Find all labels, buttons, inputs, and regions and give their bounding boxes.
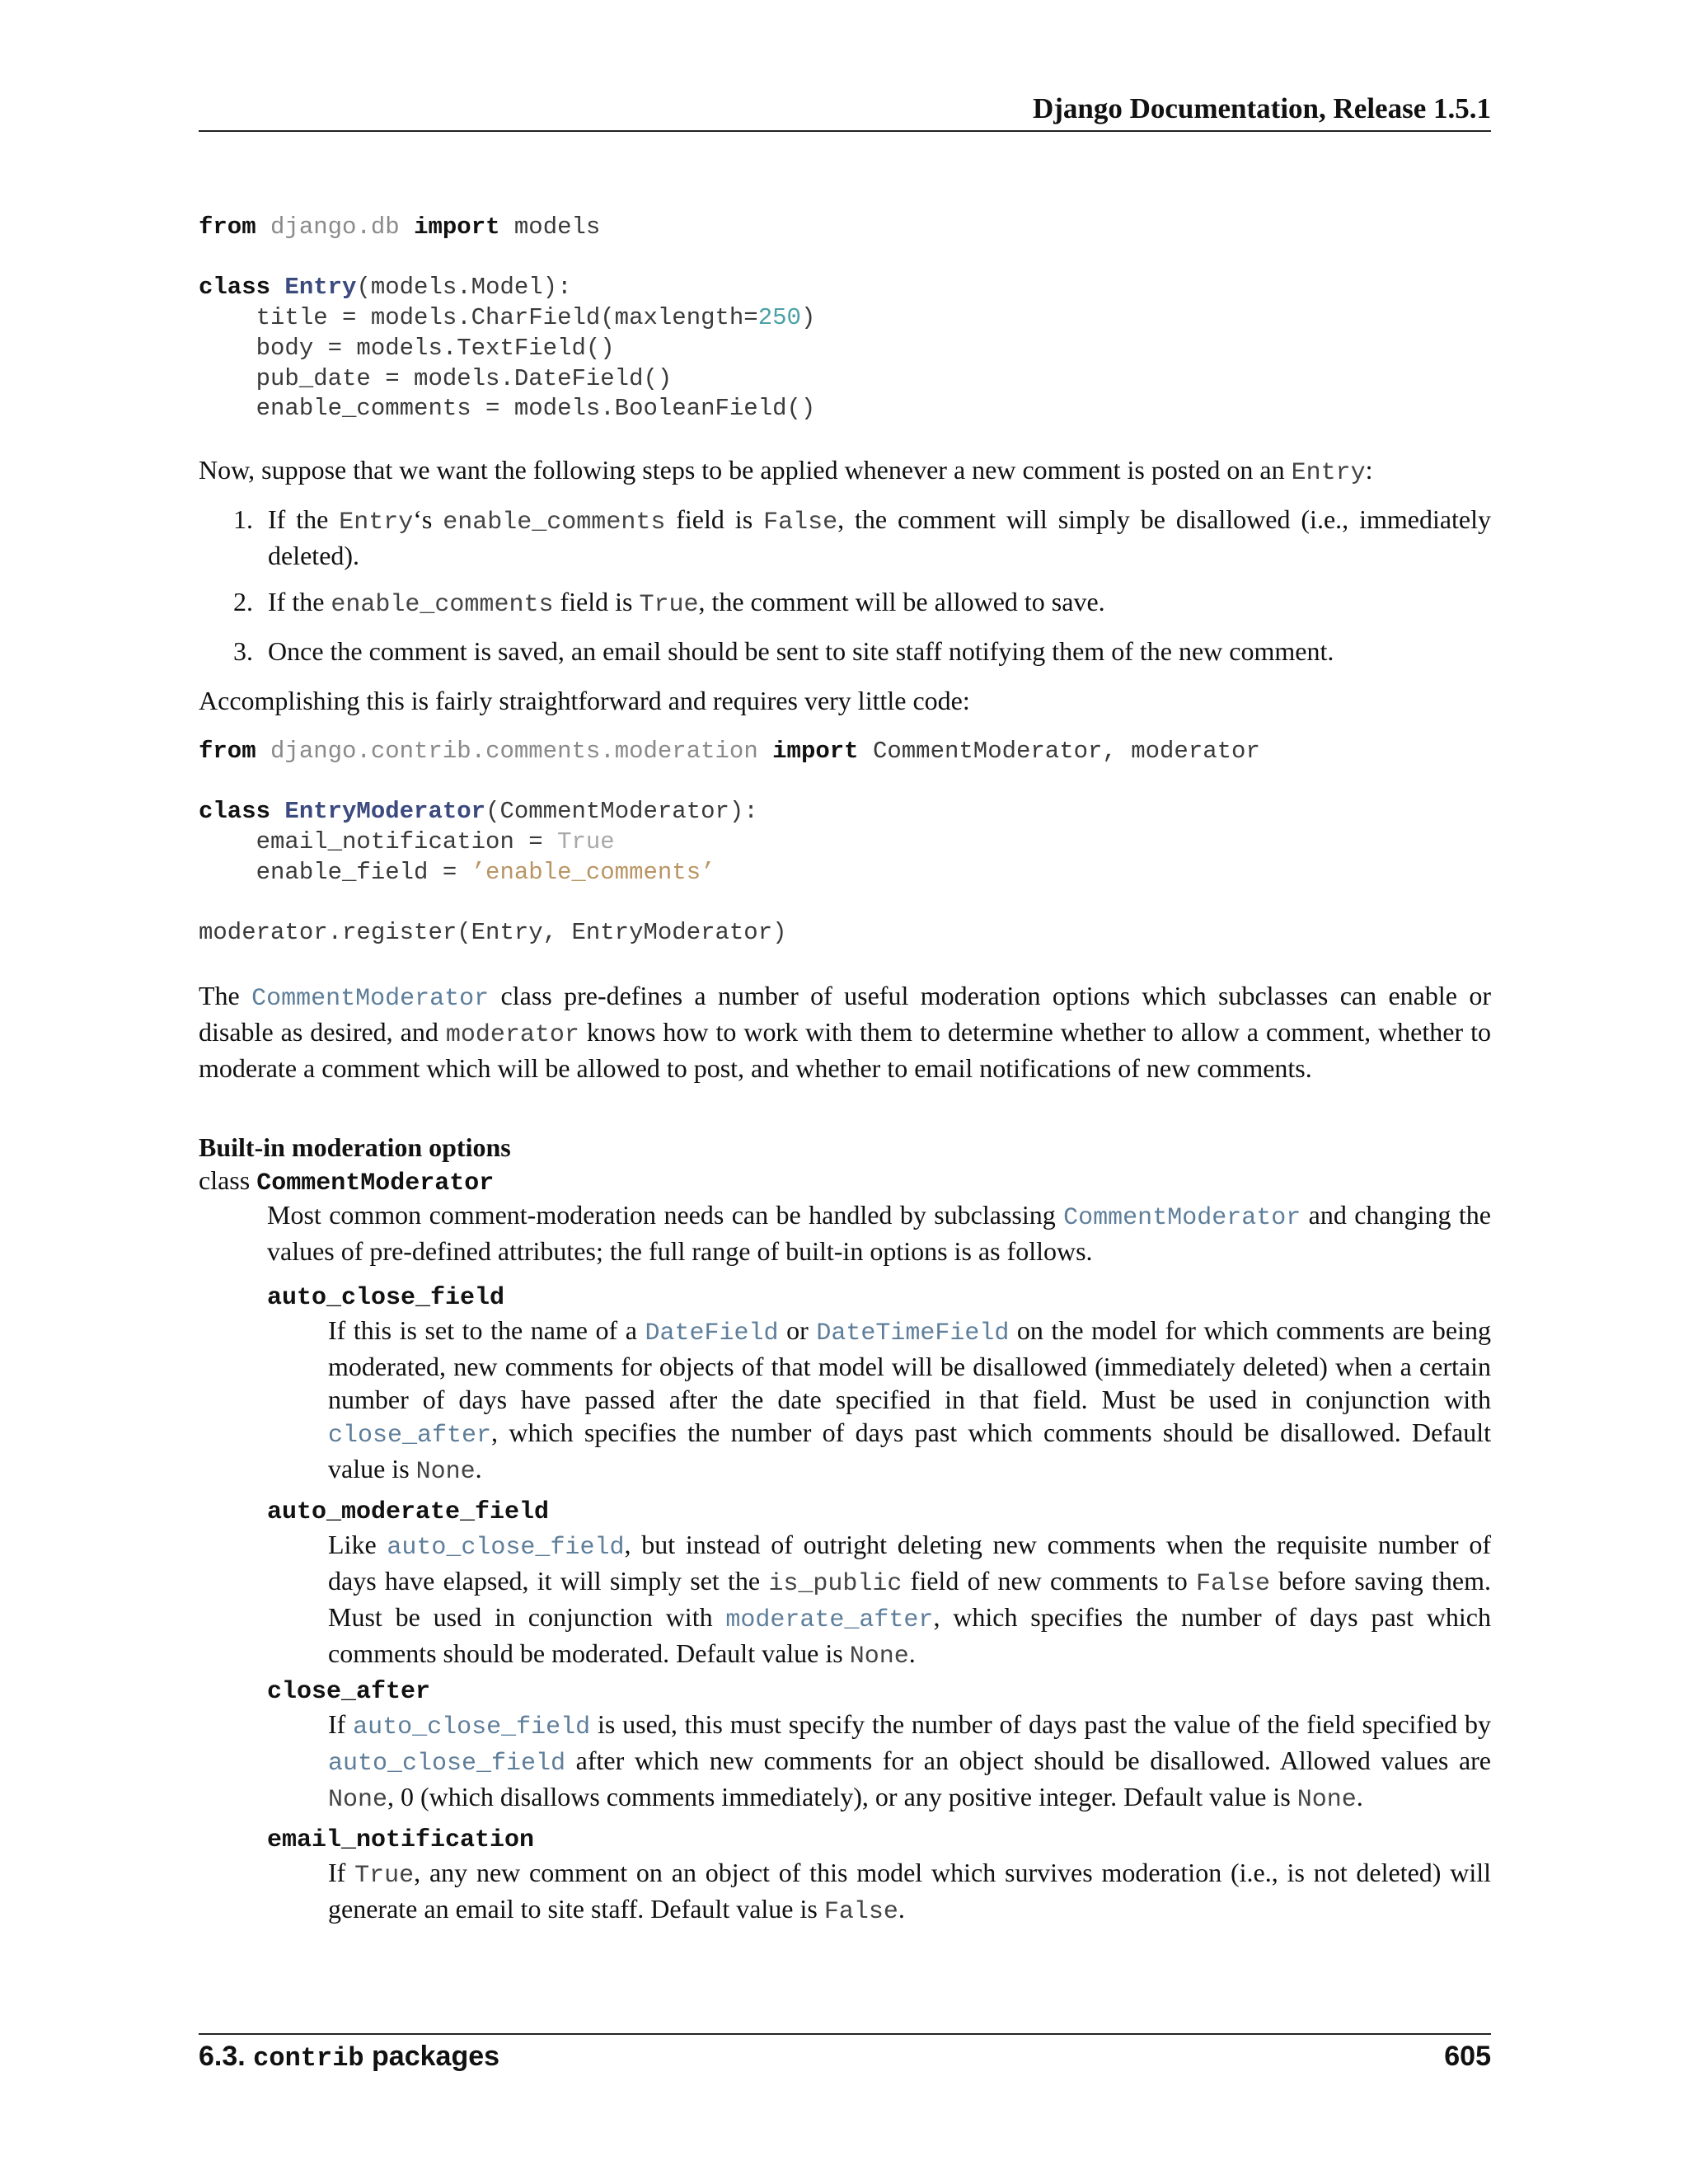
code-module-name: django.contrib.comments.moderation [270, 738, 758, 765]
attr-name: email_notification [267, 1826, 535, 1854]
code-keyword: import [414, 213, 500, 241]
text: The [199, 981, 252, 1010]
inline-link[interactable]: auto_close_field [387, 1534, 625, 1562]
section-number: 6.3. [199, 2041, 254, 2072]
inline-code: False [823, 1898, 898, 1926]
attr-description [328, 1856, 1491, 1929]
inline-link[interactable]: close_after [328, 1422, 492, 1450]
inline-code: contrib [253, 2043, 364, 2074]
code-block-entry-model [199, 213, 815, 424]
text: : [1365, 455, 1373, 485]
inline-link[interactable]: moderate_after [725, 1606, 934, 1634]
list-number: 3. [233, 636, 253, 666]
text: , the comment will be allowed to save. [698, 587, 1105, 616]
code-text: enable_comments = models.BooleanField() [199, 395, 816, 423]
text: , but instead of outright deleting new comments when the requisite number of days have elapsed, it will simply set the [328, 1530, 1492, 1596]
code-class-name: EntryModerator [284, 798, 486, 826]
page-header-title: Django Documentation, Release 1.5.1 [1032, 92, 1491, 124]
attr-name: auto_moderate_field [267, 1498, 550, 1526]
inline-code: enable_comments [331, 591, 554, 619]
text: , any new comment on an object of this model which survives moderation (i.e., is not deleted) will generate an email to site staff. Default value is [328, 1858, 1492, 1924]
inline-link[interactable]: auto_close_field [353, 1713, 591, 1741]
code-keyword: from [199, 213, 256, 241]
code-text: pub_date = models.DateField() [199, 364, 673, 392]
text: If this is set to the name of a [328, 1315, 645, 1345]
text: field is [553, 587, 640, 616]
page-number: 605 [1444, 2041, 1491, 2072]
text: . [475, 1454, 482, 1483]
attr-description [328, 1708, 1491, 1816]
inline-code: is_public [768, 1570, 903, 1598]
code-text: email_notification = [199, 828, 558, 856]
text: on the model for which comments are being moderated, new comments for objects of that model will be disallowed (immediately deleted) when a certain number of days have passed after the date specified in that field. Must be used in conjunction with [328, 1315, 1492, 1414]
section-heading: Built-in moderation options [199, 1132, 511, 1162]
inline-code: enable_comments [443, 509, 666, 537]
text: ‘s [413, 504, 443, 534]
text: after which new comments for an object should be disallowed. Allowed values are [565, 1746, 1491, 1775]
list-item [233, 585, 1491, 621]
inline-code: None [415, 1458, 476, 1486]
footer-rule [199, 2033, 1491, 2035]
inline-code: False [763, 509, 838, 537]
intro-paragraph [199, 453, 1491, 490]
text: Like [328, 1530, 387, 1559]
inline-link[interactable]: DateField [645, 1319, 779, 1347]
code-text: body = models.TextField() [199, 334, 615, 362]
text: If [328, 1709, 354, 1739]
text: Most common comment-moderation needs can be handled by subclassing [267, 1200, 1064, 1230]
text: before saving them. Must be used in conjunction with [328, 1566, 1492, 1632]
text: field is [665, 504, 764, 534]
list-item [233, 635, 1491, 668]
code-keyword: class [199, 798, 271, 826]
code-text: title = models.CharField(maxlength= [199, 304, 758, 332]
text: , which specifies the number of days past which comments should be moderated. Default value is [328, 1602, 1491, 1668]
text: Now, suppose that we want the following steps to be applied whenever a new comment is posted on an [199, 455, 1292, 485]
attr-name: auto_close_field [267, 1284, 505, 1312]
header-rule [199, 130, 1491, 132]
text: packages [363, 2041, 500, 2072]
text: field of new comments to [902, 1566, 1196, 1596]
inline-code: Entry [339, 509, 414, 537]
text: . [898, 1894, 905, 1924]
list-number: 2. [233, 587, 253, 616]
list-number: 1. [233, 504, 253, 534]
text: Once the comment is saved, an email should be sent to site staff notifying them of the new comment. [268, 636, 1334, 666]
inline-code: True [354, 1862, 415, 1890]
code-number: 250 [757, 304, 801, 332]
code-keyword: class [199, 274, 271, 302]
list-item [233, 503, 1491, 572]
text: , which specifies the number of days past which comments should be disallowed. Default value is [328, 1418, 1491, 1483]
text: . [908, 1638, 916, 1668]
code-text: (models.Model): [356, 274, 572, 302]
class-description [267, 1198, 1491, 1268]
code-constant: True [557, 828, 615, 856]
text: and changing the values of pre-defined attributes; the full range of built-in options is as follows. [267, 1200, 1492, 1266]
attr-name: close_after [267, 1678, 431, 1706]
code-text: ) [800, 304, 816, 332]
code-text: moderator.register(Entry, EntryModerator) [199, 919, 787, 947]
attr-description [328, 1314, 1491, 1488]
inline-code: None [328, 1786, 388, 1814]
text: If the [268, 504, 340, 534]
code-text: models [499, 213, 601, 241]
code-keyword: import [772, 738, 859, 765]
code-text: (CommentModerator): [485, 798, 758, 826]
text: knows how to work with them to determine whether to allow a comment, whether to moderate a comment which will be allowed to post, and whether to email notifications of new comments. [199, 1017, 1492, 1083]
text: is used, this must specify the number of days past the value of the field specified by [590, 1709, 1492, 1739]
inline-code: moderator [445, 1021, 579, 1049]
inline-link[interactable]: CommentModerator [251, 985, 490, 1013]
inline-code: Entry [1291, 459, 1366, 487]
inline-code: False [1195, 1570, 1270, 1598]
class-name: CommentModerator [256, 1169, 495, 1197]
text: , the comment will simply be disallowed (i.e., immediately deleted). [268, 504, 1492, 570]
text: , 0 (which disallows comments immediately), or any positive integer. Default value is [387, 1782, 1297, 1811]
footer-section [199, 2041, 499, 2074]
text: If [328, 1858, 355, 1887]
text: or [778, 1315, 817, 1345]
code-string: ’enable_comments’ [471, 858, 715, 886]
accomplish-paragraph: Accomplishing this is fairly straightforward and requires very little code: [199, 686, 970, 715]
inline-link[interactable]: CommentModerator [1063, 1204, 1301, 1232]
code-keyword: from [199, 738, 256, 765]
code-class-name: Entry [284, 274, 357, 302]
inline-link[interactable]: DateTimeField [816, 1319, 1010, 1347]
inline-code: True [639, 591, 699, 619]
inline-link[interactable]: auto_close_field [328, 1750, 566, 1778]
code-module-name: django.db [270, 213, 400, 241]
inline-code: None [849, 1643, 909, 1671]
inline-code: None [1296, 1786, 1357, 1814]
text: If the [268, 587, 331, 616]
text: class pre-defines a number of useful moderation options which subclasses can enable or disable as desired, and [199, 981, 1492, 1047]
attr-description [328, 1528, 1491, 1673]
text: class [199, 1165, 257, 1195]
code-text: enable_field = [199, 858, 471, 886]
class-declaration [199, 1165, 494, 1197]
moderator-paragraph [199, 979, 1491, 1085]
text: . [1356, 1782, 1363, 1811]
code-block-entry-moderator [199, 737, 1260, 949]
code-text: CommentModerator, moderator [858, 738, 1260, 765]
